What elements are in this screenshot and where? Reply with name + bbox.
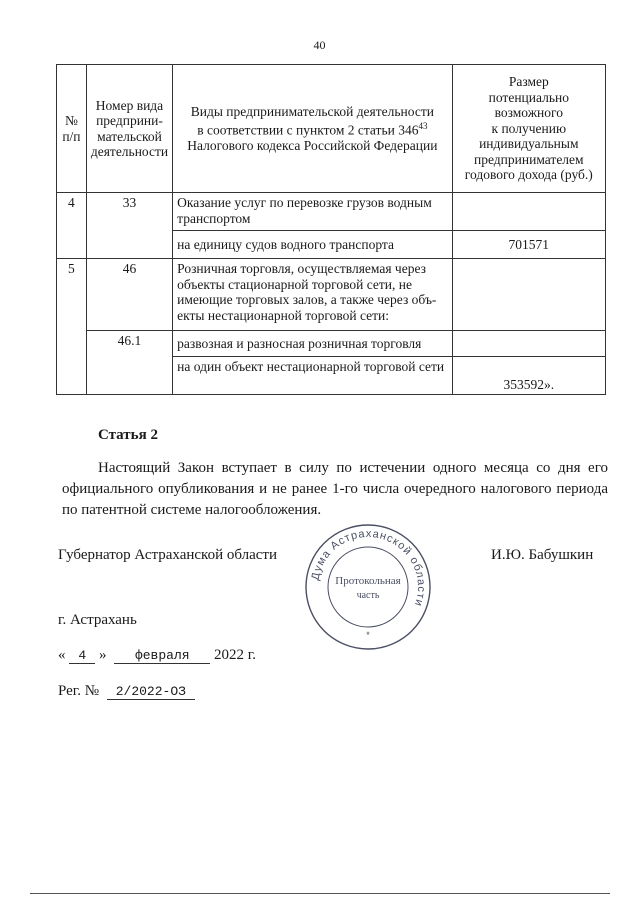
date-month: февраля <box>114 648 210 664</box>
sign-date: « 4 » февраля 2022 г. <box>58 647 256 663</box>
row-code: 33 <box>86 193 172 259</box>
stamp-ring-text: Дума Астраханской области <box>309 527 428 609</box>
city: г. Астрахань <box>58 612 137 628</box>
tax-table <box>56 64 606 395</box>
stamp-inner-ring <box>328 547 408 627</box>
row-activity: Оказание услуг по перевозке грузов водным транспортом <box>173 193 452 231</box>
row-activity: развозная и разносная розничная торговля <box>173 331 452 357</box>
date-day: 4 <box>69 648 95 664</box>
row-activity: на единицу судов водного транспорта <box>173 231 452 259</box>
row-code: 46.1 <box>86 331 172 395</box>
row-num: 5 <box>57 259 87 395</box>
article-title: Статья 2 <box>98 427 158 443</box>
header-activity: Виды предпринимательской деятельности в соответствии с пунктом 2 статьи $346^{43}$ Налогового кодекса Российской Федерации <box>173 65 452 193</box>
signer-name: И.Ю. Бабушкин <box>491 547 594 563</box>
page-number: 40 <box>313 38 326 52</box>
table-row <box>57 331 606 357</box>
scan-edge-line <box>30 893 610 894</box>
stamp-center-1: Протокольная <box>335 575 401 587</box>
table-row <box>57 193 606 231</box>
row-num: 4 <box>57 193 87 259</box>
stamp-center-2: часть <box>356 590 380 601</box>
row-code: 46 <box>86 259 172 331</box>
row-value: 353592». <box>452 357 605 395</box>
row-value: 701571 <box>452 231 605 259</box>
stamp-star-icon: * <box>366 630 370 640</box>
header-income: Размер потенциально возможного к получению индивидуальным предпринимателем годового дохода (руб.) <box>452 65 605 193</box>
registration-number: Рег. № 2/2022-ОЗ <box>58 683 195 700</box>
signer-position: Губернатор Астраханской области <box>58 547 278 563</box>
row-activity: Розничная торговля, осуществляемая через объекты стационарной торговой сети, не имеющие торговых залов, а также через объ-екты нестационарной торговой сети: <box>173 259 452 331</box>
row-value <box>452 331 605 357</box>
header-code: Номер вида предприни- мательской деятельности <box>86 65 172 193</box>
table-row <box>57 259 606 331</box>
official-stamp <box>303 522 433 652</box>
header-num: № п/п <box>57 65 87 193</box>
row-value <box>452 259 605 331</box>
article-text: Настоящий Закон вступает в силу по истечении одного месяца со дня его официального опубликования и не ранее 1-го числа очередного налогового периода по патентной системе налогообложения. <box>62 460 608 518</box>
row-activity: на один объект нестационарной торговой сети <box>173 357 452 395</box>
footnote-sup: 43 <box>418 121 428 131</box>
row-value <box>452 193 605 231</box>
table-header-row <box>57 65 606 193</box>
reg-number: 2/2022-ОЗ <box>107 684 195 700</box>
